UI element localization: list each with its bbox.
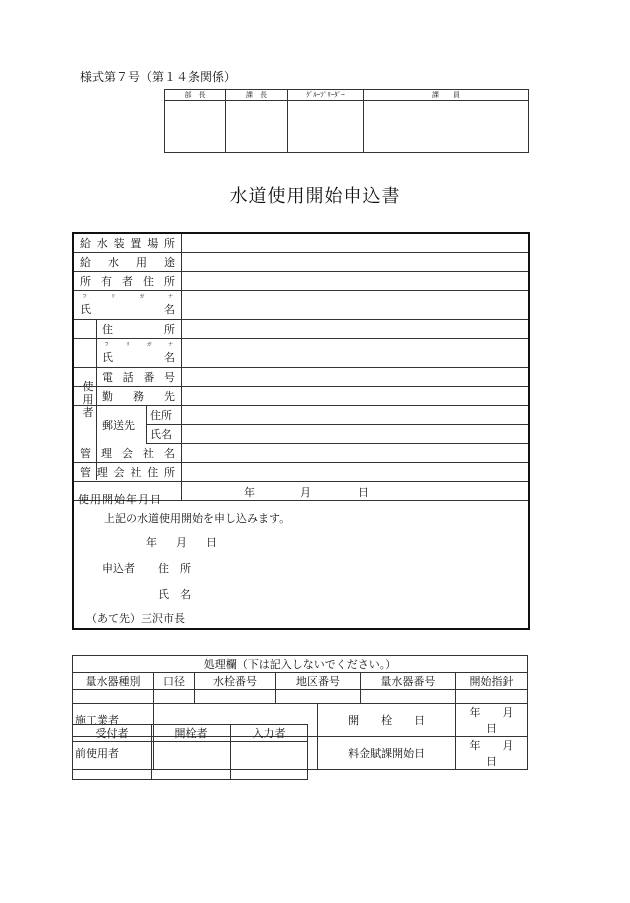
label-char: 場 <box>147 237 159 250</box>
row-owner-name[interactable] <box>74 291 528 320</box>
applicant-label: 申込者 <box>102 562 135 575</box>
label-char: 所 <box>164 323 175 336</box>
proc-header-meter-number: 量水器番号 <box>360 673 455 690</box>
label-char: 務 <box>133 390 144 403</box>
label-char: 勤 <box>102 390 113 403</box>
label-char: 氏 <box>102 351 113 364</box>
staff-stamp-cell[interactable] <box>73 742 152 780</box>
label-char: 給 <box>80 256 91 269</box>
label-char: 話 <box>122 371 134 384</box>
row-workplace[interactable] <box>74 387 528 406</box>
mail-to-label: 郵送先 <box>96 406 147 443</box>
label-char: 住 <box>102 323 113 336</box>
label-char: 会 <box>113 466 125 479</box>
approval-stamp-cell[interactable] <box>364 101 529 153</box>
proc-cell[interactable] <box>154 690 195 704</box>
proc-header-tap-number: 水栓番号 <box>195 673 276 690</box>
label-char: 先 <box>164 390 175 403</box>
billing-start-field[interactable]: 年 月 日 <box>455 737 527 770</box>
form-number: 様式第７号（第１４条関係） <box>80 70 237 84</box>
proc-cell[interactable] <box>360 690 455 704</box>
label-char: 会 <box>122 447 133 460</box>
proc-cell[interactable] <box>195 690 276 704</box>
label-char: 置 <box>130 237 142 250</box>
billing-start-label: 料金賦課開始日 <box>318 737 455 770</box>
declaration-month: 月 <box>176 536 187 549</box>
label-char: 理 <box>101 447 112 460</box>
proc-header-meter-type: 量水器種別 <box>73 673 154 690</box>
row-mail-name[interactable] <box>146 425 528 444</box>
staff-table <box>72 724 308 780</box>
label-char: 社 <box>143 447 154 460</box>
label-char: 理 <box>96 466 108 479</box>
label-char: 装 <box>113 237 125 250</box>
application-form <box>72 232 530 630</box>
row-supply-location[interactable] <box>74 234 528 253</box>
approval-stamp-cell[interactable] <box>165 101 226 153</box>
staff-header-receiver: 受付者 <box>73 725 152 742</box>
document-title: 水道使用開始申込書 <box>229 186 401 207</box>
label-char: 住 <box>147 466 159 479</box>
label-char: 者 <box>122 275 133 288</box>
approval-stamp-cell[interactable] <box>226 101 288 153</box>
label-char: 管 <box>80 466 91 479</box>
row-supply-use[interactable] <box>74 253 528 272</box>
row-mail-address[interactable] <box>146 406 528 425</box>
label-char: 用 <box>136 256 147 269</box>
label-char: 水 <box>96 237 108 250</box>
declaration-day: 日 <box>206 536 217 549</box>
label-char: 電 <box>102 371 113 384</box>
processing-title: 処理欄（下は記入しないでください。） <box>73 656 528 673</box>
label-char: 住 <box>143 275 154 288</box>
label-char: 名 <box>164 351 175 364</box>
staff-header-opener: 開栓者 <box>152 725 231 742</box>
staff-stamp-cell[interactable] <box>231 742 308 780</box>
approval-stamp-cell[interactable] <box>288 101 364 153</box>
row-user-address[interactable] <box>74 320 528 339</box>
proc-cell[interactable] <box>276 690 361 704</box>
row-mgmt-company[interactable] <box>74 444 528 463</box>
label-char: 号 <box>163 371 175 384</box>
ruby-char: ナ <box>167 342 173 348</box>
row-owner-address[interactable] <box>74 272 528 291</box>
label-char: 水 <box>108 256 119 269</box>
label-char: 氏 <box>80 303 91 316</box>
label-text: 住所 <box>150 409 172 422</box>
month-label: 月 <box>300 486 311 499</box>
label-char: 社 <box>130 466 142 479</box>
ruby-char: ナ <box>167 294 173 300</box>
label-text: 氏名 <box>150 428 172 441</box>
applicant-address-label: 住 所 <box>158 562 191 575</box>
day-label: 日 <box>358 486 369 499</box>
approval-stamp-table <box>164 89 529 153</box>
ruby-char: リ <box>125 342 131 348</box>
row-phone[interactable] <box>74 368 528 387</box>
ruby-char: フ <box>82 294 88 300</box>
label-char: 所 <box>164 275 175 288</box>
label-char: 所 <box>163 237 175 250</box>
approval-header-section-chief: 課 長 <box>226 90 288 101</box>
contractor-label: 施工業者 <box>73 704 154 737</box>
year-label: 年 <box>244 486 255 499</box>
user-group-label: 使用者 <box>74 320 97 480</box>
proc-header-caliber: 口径 <box>154 673 195 690</box>
label-text: 使用開始年月日 <box>78 493 162 506</box>
ruby-char: フ <box>104 342 110 348</box>
row-start-date[interactable] <box>74 482 528 506</box>
ruby-char: リ <box>110 294 116 300</box>
row-mgmt-address[interactable] <box>74 463 528 482</box>
label-char: 所 <box>163 466 175 479</box>
addressee: （あて先）三沢市長 <box>86 612 185 625</box>
applicant-name-label: 氏 名 <box>158 588 191 601</box>
opening-date-field[interactable]: 年 月 日 <box>455 704 527 737</box>
declaration-text: 上記の水道使用開始を申し込みます。 <box>104 512 291 525</box>
proc-cell[interactable] <box>455 690 527 704</box>
label-char: 管 <box>80 447 91 460</box>
ruby-char: ガ <box>146 342 152 348</box>
label-char: 名 <box>164 447 175 460</box>
label-char: 名 <box>164 303 175 316</box>
label-char: 途 <box>164 256 175 269</box>
approval-header-director: 部 長 <box>165 90 226 101</box>
opening-date-label: 開 栓 日 <box>318 704 455 737</box>
row-user-name[interactable] <box>74 339 528 368</box>
declaration-year: 年 <box>146 536 157 549</box>
staff-stamp-cell[interactable] <box>152 742 231 780</box>
approval-header-group-leader: ｸﾞﾙｰﾌﾟﾘｰﾀﾞｰ <box>288 90 364 101</box>
previous-user-label: 前使用者 <box>73 737 154 770</box>
proc-header-start-reading: 開始指針 <box>455 673 527 690</box>
proc-header-district-number: 地区番号 <box>276 673 361 690</box>
ruby-char: ガ <box>139 294 145 300</box>
label-char: 番 <box>143 371 155 384</box>
label-char: 給 <box>80 237 91 250</box>
approval-header-staff: 課 員 <box>364 90 529 101</box>
proc-cell[interactable] <box>73 690 154 704</box>
label-char: 有 <box>101 275 112 288</box>
label-char: 所 <box>80 275 91 288</box>
staff-header-input: 入力者 <box>231 725 308 742</box>
